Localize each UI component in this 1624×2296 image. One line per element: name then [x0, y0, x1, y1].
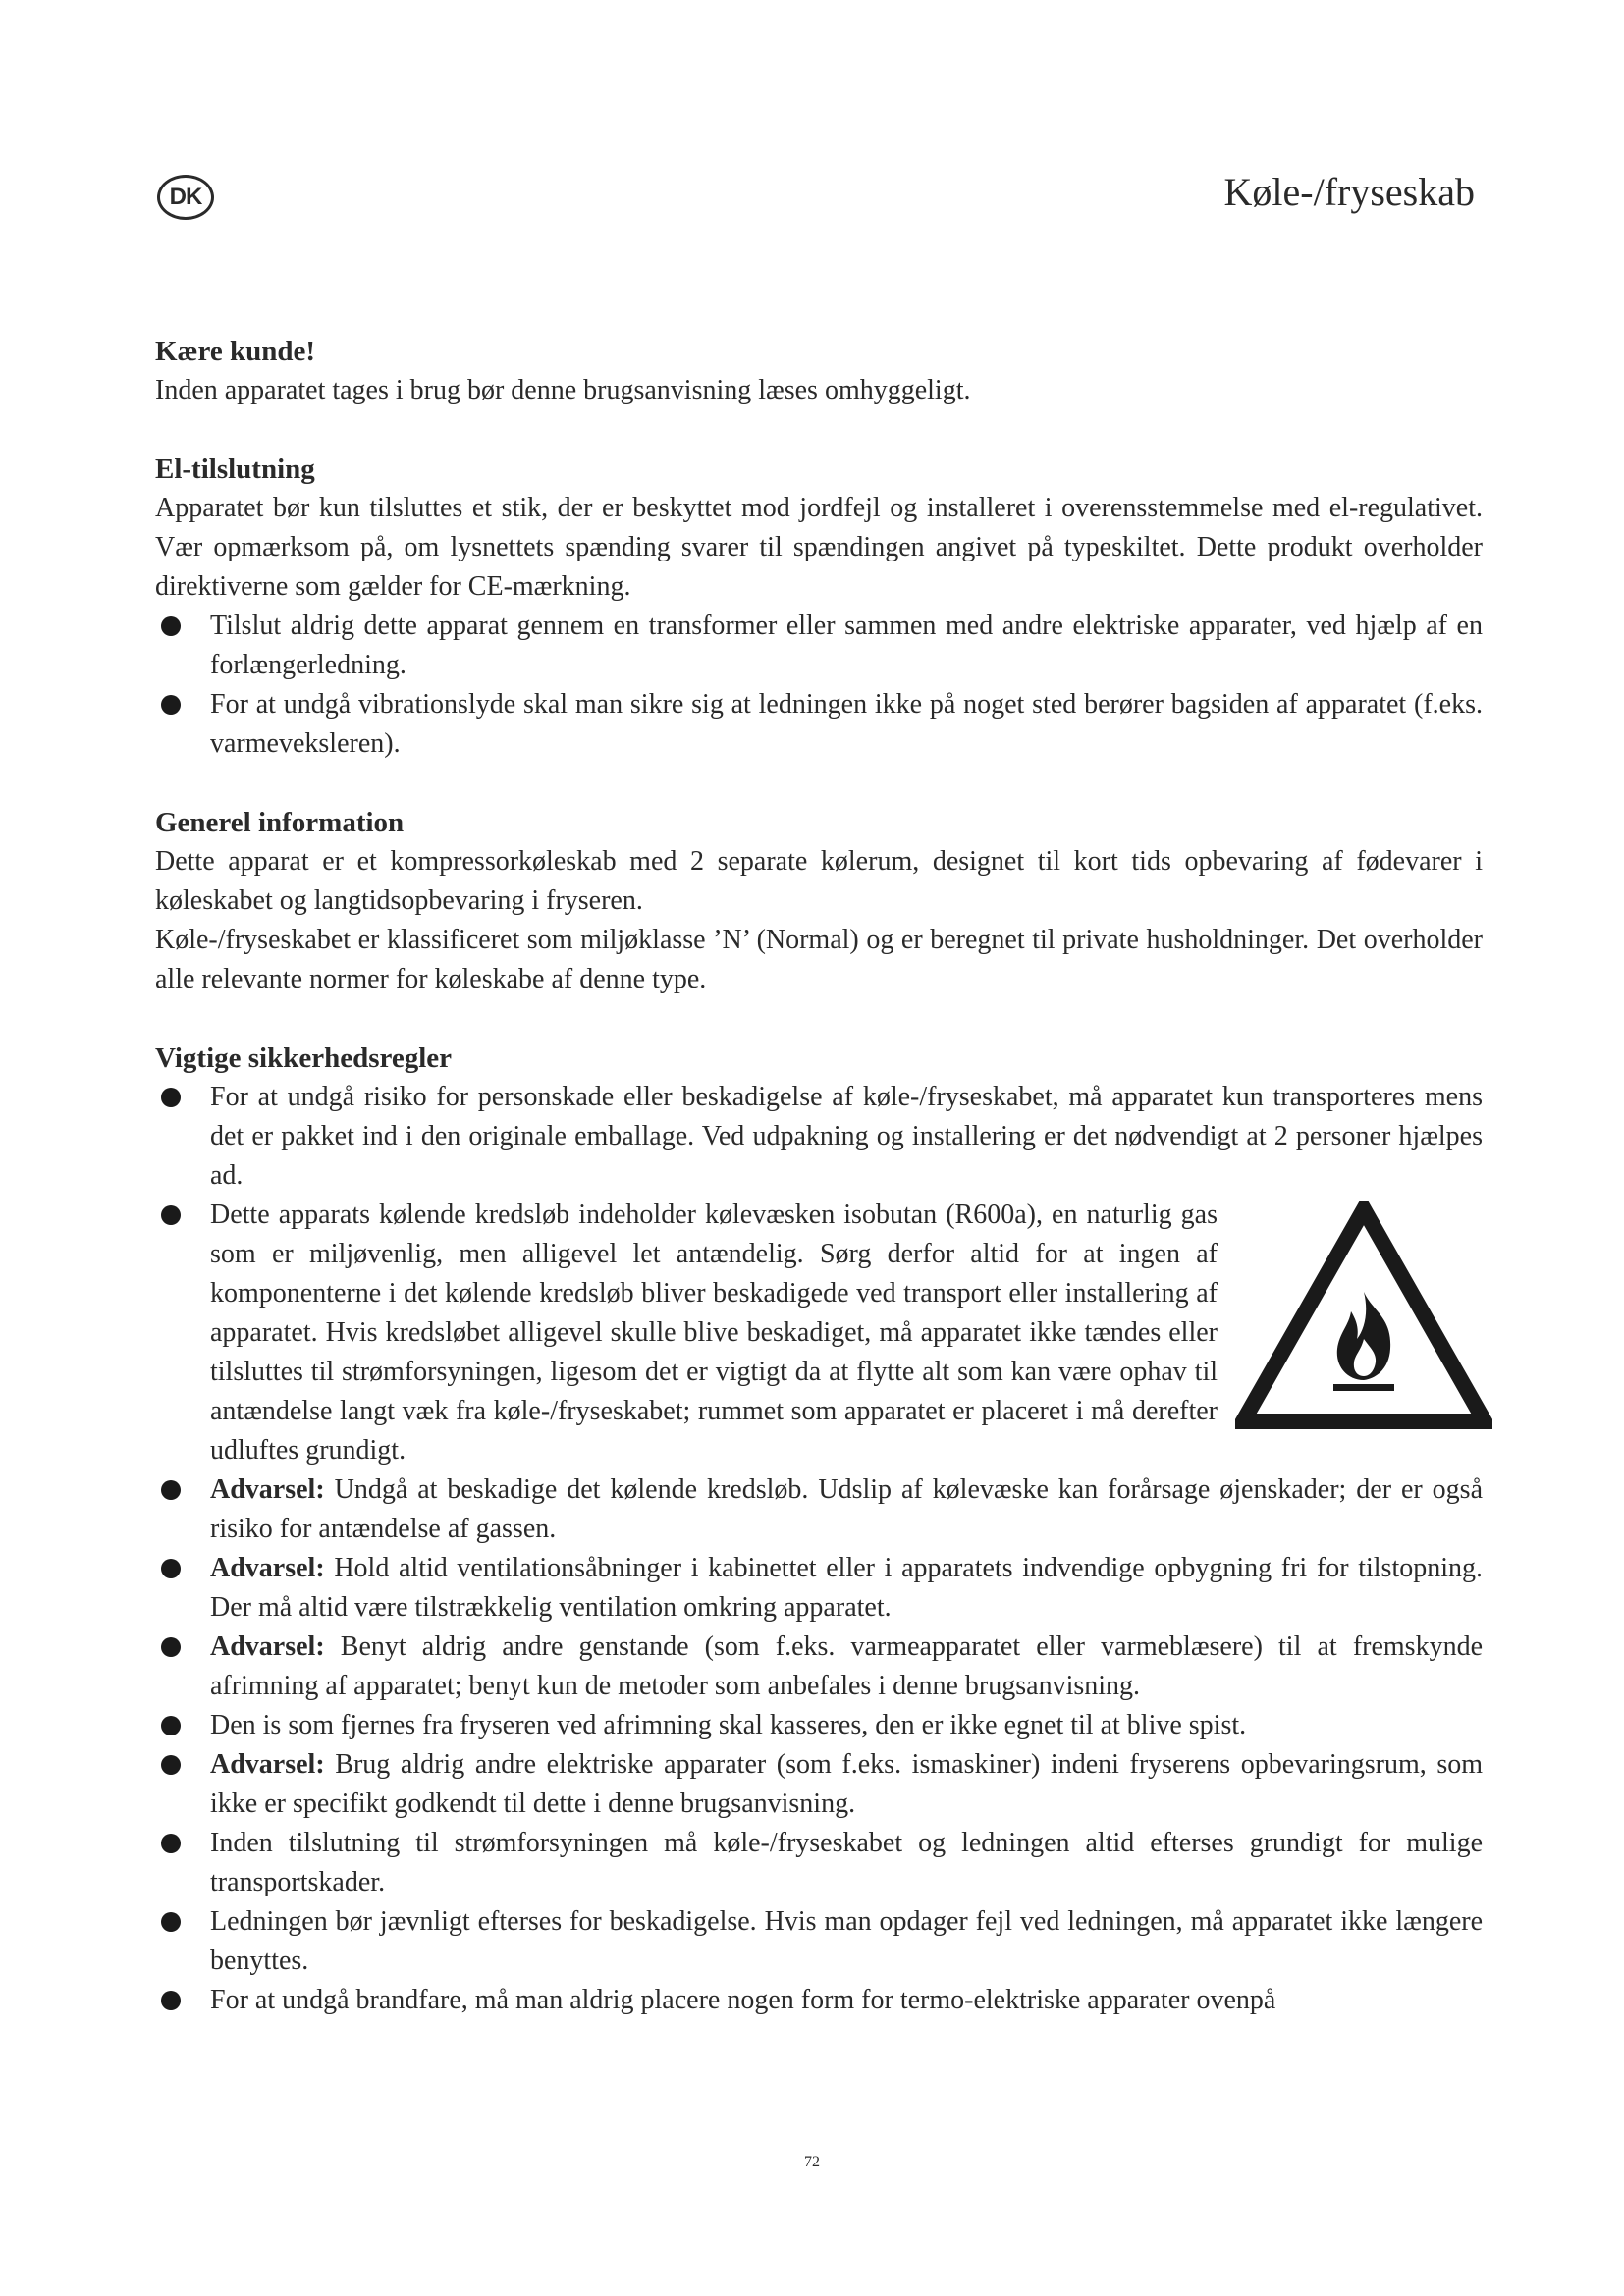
bullet-icon	[161, 1912, 181, 1932]
list-item: For at undgå risiko for personskade eller beskadigelse af køle-/fryseskabet, må apparatet kun transporteres mens det er pakket ind i den originale emballage. Ved udpakning og installering er det nødvendigt at 2 personer hjælpes ad.	[155, 1078, 1483, 1196]
el-connection-text: Apparatet bør kun tilsluttes et stik, der er beskyttet mod jordfejl og installeret i overensstemmelse med el-regulativet. Vær opmærksom på, om lysnettets spænding svarer til spændingen angivet på typeskiltet. Dette produkt overholder direktiverne som gælder for CE-mærkning.	[155, 493, 1483, 602]
list-item: Advarsel: Hold altid ventilationsåbninger i kabinettet eller i apparatets indvendige opbygning fri for tilstopning. Der må altid være tilstrækkelig ventilation omkring apparatet.	[155, 1549, 1483, 1628]
el-connection-list	[155, 607, 1483, 764]
el-connection-heading: El-tilslutning	[155, 454, 315, 485]
warning-label: Advarsel:	[210, 1474, 325, 1505]
general-text-1: Dette apparat er et kompressorkøleskab med 2 separate kølerum, designet til kort tids opbevaring af fødevarer i køleskabet og langtidsopbevaring i fryseren.	[155, 846, 1483, 916]
content	[155, 332, 1483, 2059]
bullet-icon	[161, 616, 181, 636]
greeting-section	[155, 332, 1483, 410]
safety-list	[155, 1078, 1483, 2020]
bullet-icon	[161, 1755, 181, 1775]
general-heading: Generel information	[155, 807, 405, 838]
bullet-icon	[161, 695, 181, 715]
list-item: For at undgå brandfare, må man aldrig placere nogen form for termo-elektriske apparater ovenpå	[155, 1981, 1483, 2020]
safety-section	[155, 1039, 1483, 2020]
bullet-icon	[161, 1637, 181, 1657]
list-item: Advarsel: Benyt aldrig andre genstande (som f.eks. varmeapparatet eller varmeblæsere) til at fremskynde afrimning af apparatet; benyt kun de metoder som anbefales i denne brugsanvisning.	[155, 1628, 1483, 1706]
list-item: Den is som fjernes fra fryseren ved afrimning skal kasseres, den er ikke egnet til at blive spist.	[155, 1706, 1483, 1745]
list-item: Tilslut aldrig dette apparat gennem en transformer eller sammen med andre elektriske apparater, ved hjælp af en forlængerledning.	[155, 607, 1483, 685]
list-item: Dette apparats kølende kredsløb indeholder kølevæsken isobutan (R600a), en naturlig gas som er miljøvenlig, men alligevel let antændelig. Sørg derfor altid for at ingen af komponenterne i det kølende kredsløb bliver beskadigede ved transport eller installering af apparatet. Hvis kredsløbet alligevel skulle blive beskadiget, må apparatet ikke tændes eller tilsluttes til strømforsyningen, ligesom det er vigtigt da at flytte alt som kan være ophav til antændelse langt væk fra køle-/fryseskabet; rummet som apparatet er placeret i må derefter udluftes grundigt.	[155, 1196, 1483, 1470]
greeting-text: Inden apparatet tages i brug bør denne brugsanvisning læses omhyggeligt.	[155, 375, 971, 405]
general-section	[155, 803, 1483, 999]
general-text-2: Køle-/fryseskabet er klassificeret som miljøklasse ’N’ (Normal) og er beregnet til private husholdninger. Det overholder alle relevante normer for køleskabe af denne type.	[155, 925, 1483, 994]
warning-label: Advarsel:	[210, 1553, 325, 1583]
safety-heading: Vigtige sikkerhedsregler	[155, 1042, 453, 1074]
bullet-icon	[161, 1480, 181, 1500]
bullet-icon	[161, 1205, 181, 1225]
flammable-warning-icon	[1235, 1201, 1492, 1429]
list-item: Advarsel: Undgå at beskadige det kølende kredsløb. Udslip af kølevæske kan forårsage øjenskader; der er også risiko for antændelse af gassen.	[155, 1470, 1483, 1549]
list-item: Advarsel: Brug aldrig andre elektriske apparater (som f.eks. ismaskiner) indeni fryserens opbevaringsrum, som ikke er specifikt godkendt til dette i denne brugsanvisning.	[155, 1745, 1483, 1824]
bullet-icon	[161, 1716, 181, 1735]
page-title: Køle-/fryseskab	[1223, 170, 1475, 214]
country-code: DK	[169, 184, 202, 210]
country-badge	[157, 175, 214, 220]
bullet-icon	[161, 1559, 181, 1578]
list-item: Ledningen bør jævnligt efterses for beskadigelse. Hvis man opdager fejl ved ledningen, må apparatet ikke længere benyttes.	[155, 1902, 1483, 1981]
el-connection-section	[155, 450, 1483, 764]
bullet-icon	[161, 1834, 181, 1853]
greeting-heading: Kære kunde!	[155, 336, 316, 367]
warning-label: Advarsel:	[210, 1749, 325, 1780]
list-item: Inden tilslutning til strømforsyningen må køle-/fryseskabet og ledningen altid efterses grundigt for mulige transportskader.	[155, 1824, 1483, 1902]
list-item: For at undgå vibrationslyde skal man sikre sig at ledningen ikke på noget sted berører bagsiden af apparatet (f.eks. varmeveksleren).	[155, 685, 1483, 764]
bullet-icon	[161, 1991, 181, 2010]
page-number: 72	[804, 2154, 820, 2170]
bullet-icon	[161, 1088, 181, 1107]
warning-label: Advarsel:	[210, 1631, 325, 1662]
